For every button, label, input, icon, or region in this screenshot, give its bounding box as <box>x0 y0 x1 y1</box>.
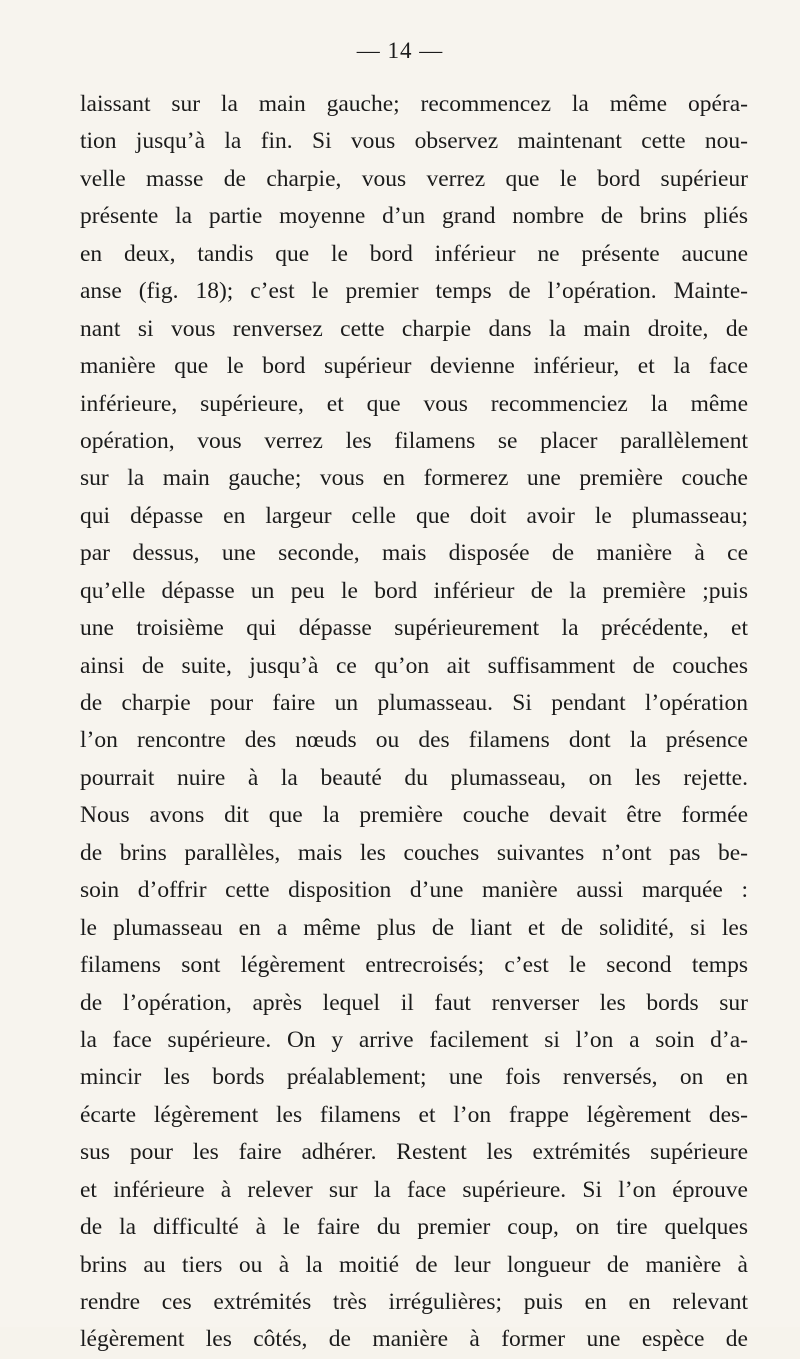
text-line: par dessus, une seconde, mais disposée de manière à ce <box>80 540 748 567</box>
text-line: de l’opération, après lequel il faut renverser les bords sur <box>80 989 748 1016</box>
text-line: de brins parallèles, mais les couches suivantes n’ont pas be- <box>80 839 748 866</box>
text-line: le plumasseau en a même plus de liant et de solidité, si les <box>80 914 748 941</box>
text-line: la face supérieure. On y arrive facilement si l’on a soin d’a- <box>80 1026 748 1053</box>
text-line: qui dépasse en largeur celle que doit avoir le plumasseau; <box>80 502 748 529</box>
text-line: tion jusqu’à la fin. Si vous observez maintenant cette nou- <box>80 128 748 155</box>
body-text <box>80 86 748 1359</box>
text-line: légèrement les côtés, de manière à former une espèce de <box>80 1326 748 1353</box>
text-line: ainsi de suite, jusqu’à ce qu’on ait suffisamment de couches <box>80 652 748 679</box>
text-line: anse (fig. 18); c’est le premier temps de l’opération. Mainte- <box>80 278 748 305</box>
text-line: et inférieure à relever sur la face supérieure. Si l’on éprouve <box>80 1176 748 1203</box>
text-line: en deux, tandis que le bord inférieur ne présente aucune <box>80 240 748 267</box>
text-line: soin d’offrir cette disposition d’une manière aussi marquée : <box>80 877 748 904</box>
text-line: laissant sur la main gauche; recommencez la même opéra- <box>80 91 748 117</box>
text-line: sus pour les faire adhérer. Restent les extrémités supérieure <box>80 1139 748 1166</box>
text-line: mincir les bords préalablement; une fois renversés, on en <box>80 1064 748 1091</box>
text-line: présente la partie moyenne d’un grand nombre de brins pliés <box>80 203 748 230</box>
text-line: filamens sont légèrement entrecroisés; c’est le second temps <box>80 952 748 979</box>
text-line: l’on rencontre des nœuds ou des filamens dont la présence <box>80 727 748 754</box>
page-number: — 14 — <box>356 38 444 63</box>
text-line: une troisième qui dépasse supérieurement la précédente, et <box>80 615 748 642</box>
text-line: manière que le bord supérieur devienne inférieur, et la face <box>80 353 748 380</box>
text-line: inférieure, supérieure, et que vous recommenciez la même <box>80 390 748 417</box>
text-line: nant si vous renversez cette charpie dans la main droite, de <box>80 315 748 342</box>
text-line: rendre ces extrémités très irrégulières; puis en en relevant <box>80 1289 748 1315</box>
text-line: écarte légèrement les filamens et l’on frappe légèrement des- <box>80 1101 748 1128</box>
text-line: brins au tiers ou à la moitié de leur longueur de manière à <box>80 1251 748 1278</box>
text-line: qu’elle dépasse un peu le bord inférieur de la première ;puis <box>80 577 748 604</box>
text-line: pourrait nuire à la beauté du plumasseau, on les rejette. <box>80 764 748 791</box>
text-line: Nous avons dit que la première couche devait être formée <box>80 802 748 829</box>
text-line: opération, vous verrez les filamens se placer parallèlement <box>80 427 748 454</box>
text-line: de charpie pour faire un plumasseau. Si pendant l’opération <box>80 690 748 716</box>
text-line: sur la main gauche; vous en formerez une première couche <box>80 465 748 492</box>
text-line: de la difficulté à le faire du premier coup, on tire quelques <box>80 1214 748 1241</box>
text-line: velle masse de charpie, vous verrez que le bord supérieur <box>80 165 748 192</box>
